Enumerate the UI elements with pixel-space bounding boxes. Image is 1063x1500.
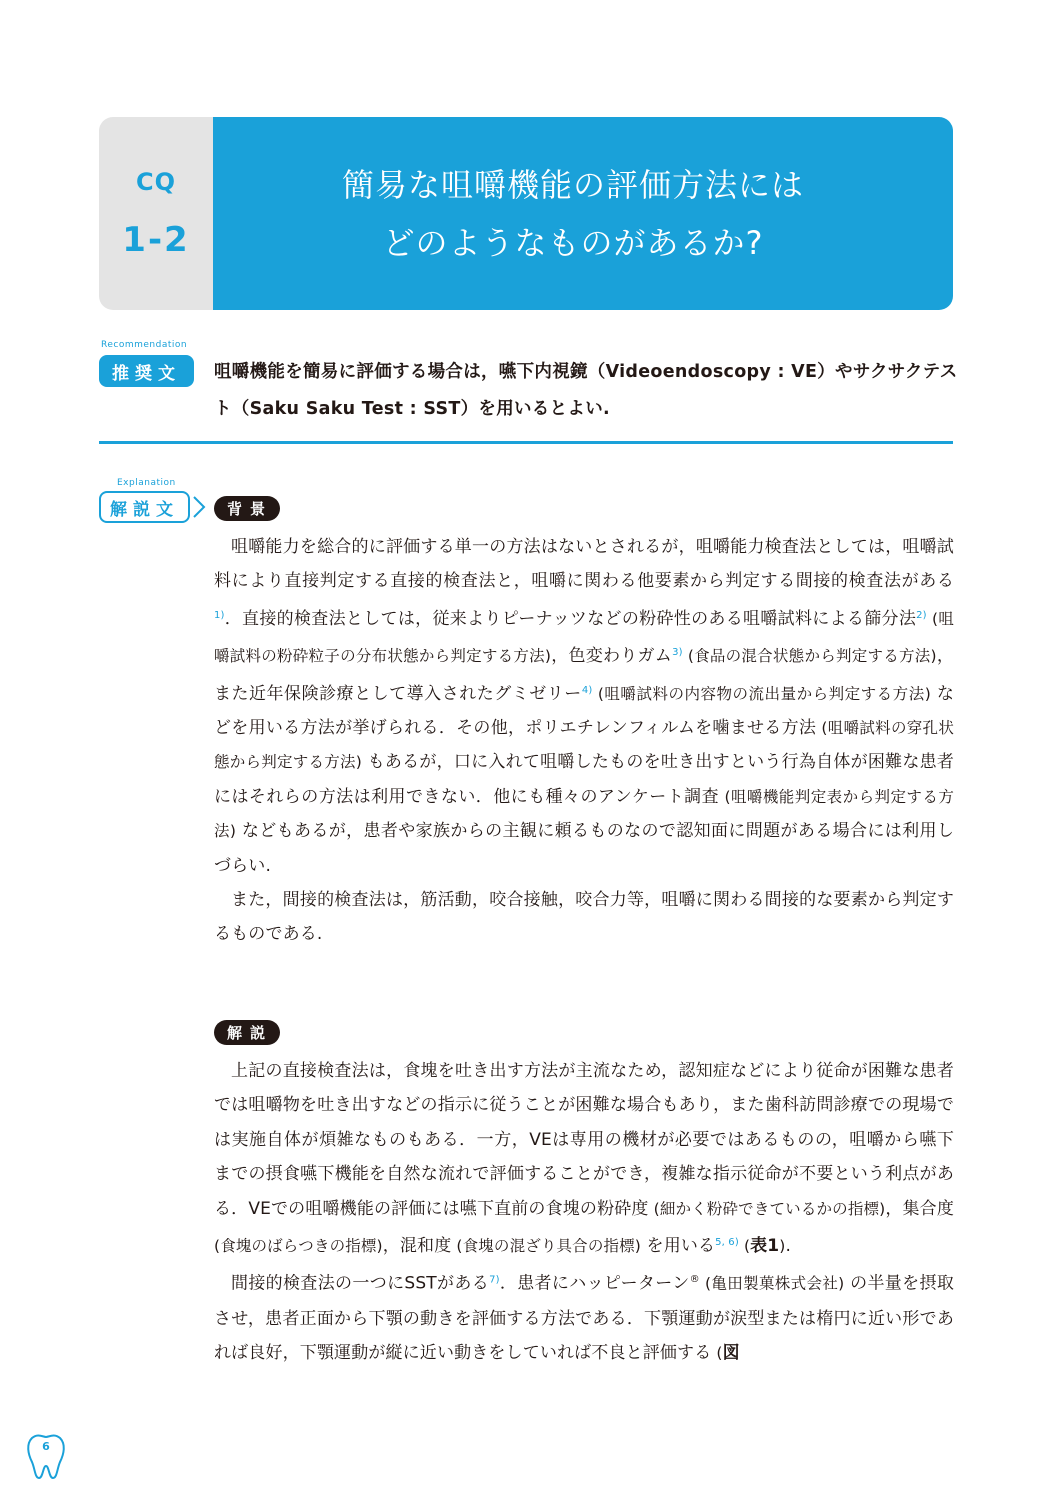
page-number: 6 <box>42 1440 50 1453</box>
reference-marker: 3) <box>672 647 683 659</box>
background-badge: 背景 <box>214 496 280 521</box>
background-paragraph-2: また，間接的検査法は，筋活動，咬合接触，咬合力等，咀嚼に関わる間接的な要素から判定するものである. <box>214 890 954 945</box>
recommendation-text: 咀嚼機能を簡易に評価する場合は，嚥下内視鏡（Videoendoscopy : VE）やサクサクテスト（Saku Saku Test : SST）を用いるとよい. <box>214 362 958 419</box>
cq-code: CQ <box>135 167 176 196</box>
commentary-body <box>214 1054 954 1370</box>
chevron-right-icon <box>192 495 206 519</box>
recommendation-eng-label: Recommendation <box>101 340 188 350</box>
reference-marker: 2) <box>916 609 927 621</box>
reference-marker: 7) <box>489 1275 500 1287</box>
reference-marker: 4) <box>581 684 593 696</box>
figure-reference: 図 <box>722 1342 740 1363</box>
cq-title-line-2: どのようなものがあるか? <box>382 223 764 262</box>
reference-marker: 1) <box>214 609 225 621</box>
cq-number: 1-2 <box>122 219 190 260</box>
background-paragraph-1: 咀嚼能力を総合的に評価する単一の方法はないとされるが，咀嚼能力検査法としては，咀嚼試料により直接判定する直接的検査法と，咀嚼に関わる他要素から判定する間接的検査法がある$^{1)}$．直接的検査法としては，従来よりピーナッツなどの粉砕性のある咀嚼試料による篩分法$^{2)}$ (咀嚼試料の粉砕粒子の分布状態から判定する方法)，色変わりガム$^{3)}$ (食品の混合状態から判定する方法)，また近年保険診療として導入されたグミゼリー$^{4)}$ (咀嚼試料の内容物の流出量から判定する方法) などを用いる方法が挙げられる．その他，ポリエチレンフィルムを噛ませる方法 (咀嚼試料の穿孔状態から判定する方法) もあるが，口に入れて咀嚼したものを吐き出すという行為自体が困難な患者にはそれらの方法は利用できない．他にも種々のアンケート調査 (咀嚼機能判定表から判定する方法) などもあるが，患者や家族からの主観に頼るものなので認知面に問題がある場合には利用しづらい. <box>214 537 954 876</box>
cq-title <box>213 117 953 310</box>
explanation-eng-label: Explanation <box>117 478 176 488</box>
table-reference: 表1 <box>750 1236 780 1257</box>
reference-marker: 5, 6) <box>715 1237 739 1249</box>
explanation-tag: 解説文 <box>99 491 190 523</box>
commentary-badge: 解説 <box>214 1020 280 1045</box>
commentary-paragraph-1: 上記の直接検査法は，食塊を吐き出す方法が主流なため，認知症などにより従命が困難な患者では咀嚼物を吐き出すなどの指示に従うことが困難な場合もあり，また歯科訪問診療での現場では実施自体が煩雑なものもある．一方，VEは専用の機材が必要ではあるものの，咀嚼から嚥下までの摂食嚥下機能を自然な流れで評価することができ，複雑な指示従命が不要という利点がある．VEでの咀嚼機能の評価には嚥下直前の食塊の粉砕度 (細かく粉砕できているかの指標)，集合度 (食塊のばらつきの指標)，混和度 (食塊の混ざり具合の指標) を用いる$^{5, 6)}$ (表1). <box>214 1061 954 1257</box>
recommendation-tag: 推奨文 <box>99 355 194 387</box>
background-body <box>214 530 954 952</box>
commentary-paragraph-2: 間接的検査法の一つにSSTがある$^{7)}$．患者にハッピーターン® (亀田製菓株式会社) の半量を摂取させ，患者正面から下顎の動きを評価する方法である．下顎運動が涙型または楕円に近い形であれば良好，下顎運動が縦に近い動きをしていれば不良と評価する (図 <box>214 1274 954 1363</box>
registered-mark: ® <box>689 1274 700 1286</box>
cq-title-line-1: 簡易な咀嚼機能の評価方法には <box>341 165 804 204</box>
cq-header <box>99 117 953 310</box>
section-divider <box>99 441 953 444</box>
cq-label <box>99 117 213 310</box>
